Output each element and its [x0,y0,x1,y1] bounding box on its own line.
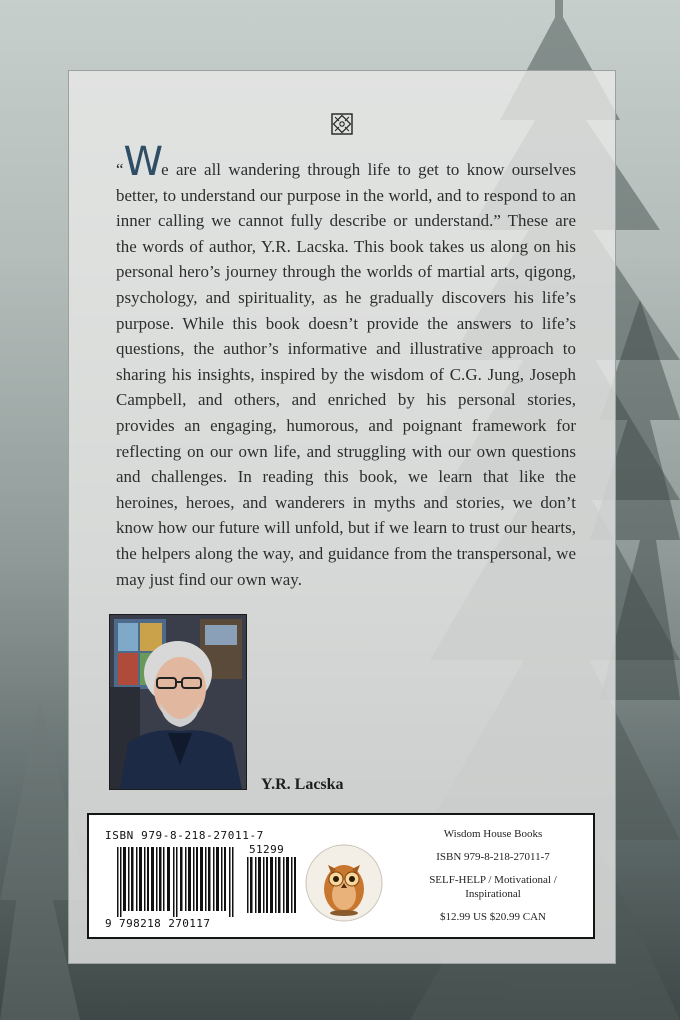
drop-cap: W [123,139,162,185]
barcode [105,829,305,933]
book-price: $12.99 US $20.99 CAN [439,911,547,923]
knot-ornament-icon [331,113,353,135]
open-quote: “ [116,160,124,179]
info-box [87,813,595,939]
book-description [116,139,576,592]
author-photo [109,614,247,790]
description-text: e are all wandering through life to get to know ourselves better, to understand our purpose in the world, and to respond to an inner calling we cannot fully describe or understand.” These are the words of author, Y.R. Lacska. This book takes us along on his personal hero’s journey through the worlds of martial arts, qigong, psychology, and spirituality, as he gradually discovers his life’s purpose. While this book doesn’t provide the answers to life’s questions, the author’s informative and illustrative approach to sharing his insights, inspired by the wisdom of C.G. Jung, Joseph Campbell, and others, and enriched by his personal stories, provides an engaging, humorous, and poignant framework for reflecting on our own life, and struggling with our own questions and challenges. In reading this book, we learn that like the heroines, heroes, and wanderers in myths and stories, we don’t know how our future will unfold, but if we learn to trust our hearts, the helpers along the way, and guidance from the transpersonal, we may just find our own way. [116,160,576,589]
owl-logo-icon [304,843,384,923]
barcode-digits: 9 798218 270117 [105,917,211,930]
barcode-addon-label: 51299 [249,843,285,856]
author-name: Y.R. Lacska [261,776,344,793]
book-category: SELF-HELP / Motivational / Inspirational [429,874,557,900]
publisher-name: Wisdom House Books [443,828,543,840]
publisher-isbn: ISBN 979-8-218-27011-7 [436,851,550,863]
barcode-isbn-label: ISBN 979-8-218-27011-7 [105,829,264,842]
barcode-addon-bars [247,857,297,913]
publisher-info [401,827,585,933]
barcode-bars [117,847,235,917]
back-cover-panel [68,70,616,964]
